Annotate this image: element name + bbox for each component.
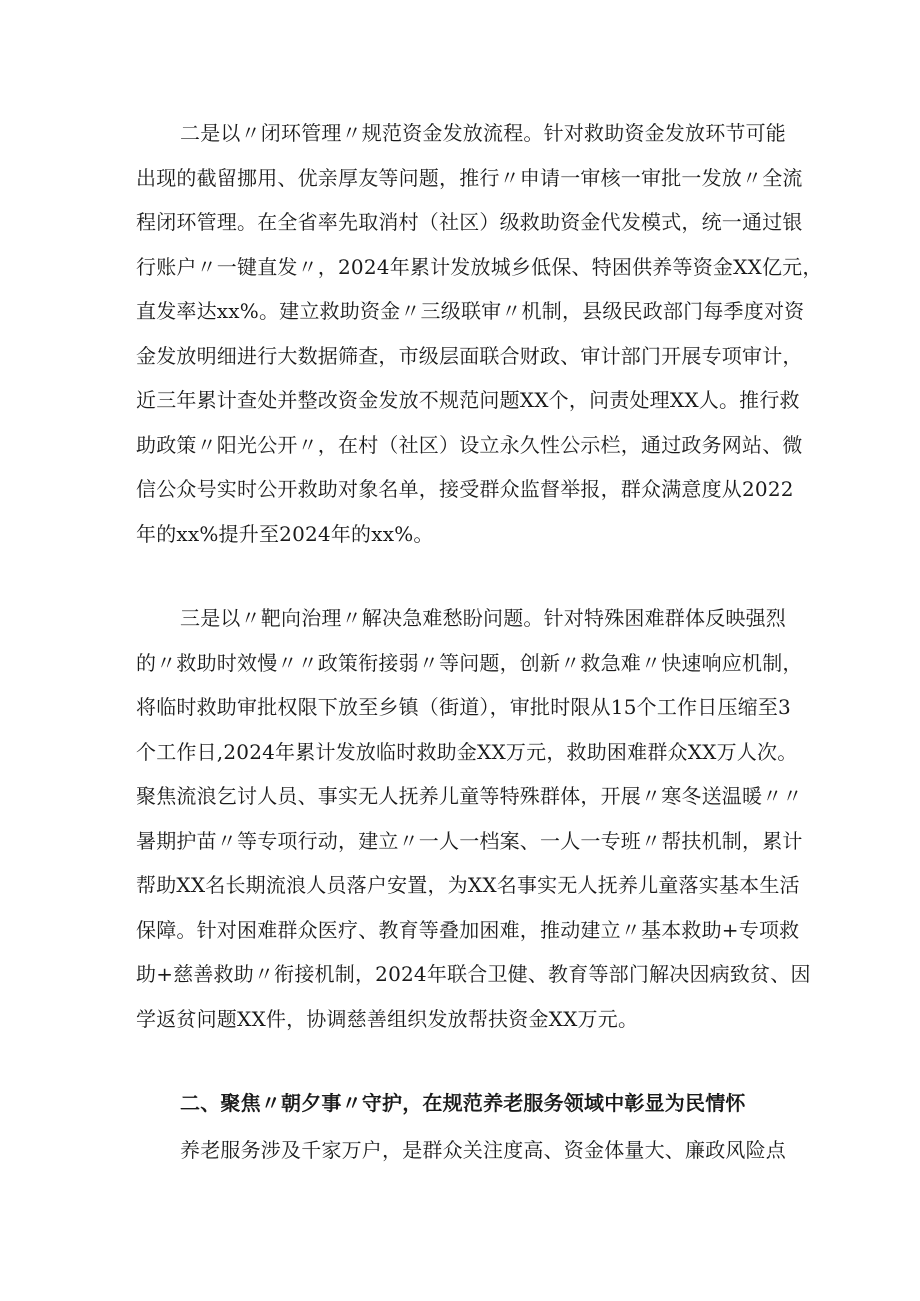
text-line: 信公众号实时公开救助对象名单，接受群众监督举报，群众满意度从2022 [136, 477, 794, 501]
text-line: 年的xx%提升至2024年的xx%。 [136, 521, 434, 546]
text-line: 暑期护苗〃等专项行动，建立〃一人一档案、一人一专班〃帮扶机制，累计 [136, 828, 803, 853]
text-line: 程闭环管理。在全省率先取消村（社区）级救助资金代发模式，统一通过银 [136, 210, 803, 234]
text-line: 二是以〃闭环管理〃规范资金发放流程。针对救助资金发放环节可能 [180, 121, 786, 145]
text-line: 助+慈善救助〃衔接机制，2024年联合卫健、教育等部门解决因病致贫、因 [136, 962, 811, 986]
paragraph-fund-disbursement [136, 111, 823, 556]
text-line: 直发率达xx%。建立救助资金〃三级联审〃机制，县级民政部门每季度对资 [136, 299, 805, 323]
text-line: 出现的截留挪用、优亲厚友等问题，推行〃申请一审核一审批一发放〃全流 [136, 165, 803, 190]
text-line: 学返贫问题XX件，协调慈善组织发放帮扶资金XX万元。 [136, 1006, 639, 1031]
text-line: 助政策〃阳光公开〃，在村（社区）设立永久性公示栏，通过政务网站、微 [136, 432, 803, 457]
text-line: 近三年累计查处并整改资金发放不规范问题XX个，问责处理XX人。推行救 [136, 388, 800, 412]
heading-line: 二、聚焦〃朝夕事〃守护，在规范养老服务领域中彰显为民情怀 [180, 1091, 746, 1115]
text-line: 三是以〃靶向治理〃解决急难愁盼问题。针对特殊困难群体反映强烈 [180, 606, 786, 630]
text-line: 将临时救助审批权限下放至乡镇（街道），审批时限从15个工作日压缩至3 [136, 695, 791, 719]
text-line: 养老服务涉及千家万户，是群众关注度高、资金体量大、廉政风险点 [180, 1138, 786, 1162]
paragraph-elderly-care [136, 1128, 796, 1173]
text-line: 聚焦流浪乞讨人员、事实无人抚养儿童等特殊群体，开展〃寒冬送温暖〃〃 [136, 784, 803, 808]
text-line: 帮助XX名长期流浪人员落户安置，为XX名事实无人抚养儿童落实基本生活 [136, 873, 800, 897]
text-line: 个工作日,2024年累计发放临时救助金XX万元，救助困难群众XX万人次。 [136, 739, 798, 764]
text-line: 的〃救助时效慢〃〃政策衔接弱〃等问题，创新〃救急难〃快速响应机制， [136, 650, 803, 675]
section-heading [136, 1081, 796, 1126]
paragraph-targeted-governance [136, 596, 811, 1041]
text-line: 金发放明细进行大数据筛查，市级层面联合财政、审计部门开展专项审计， [136, 343, 803, 368]
text-line: 保障。针对困难群众医疗、教育等叠加困难，推动建立〃基本救助+专项救 [136, 917, 800, 942]
text-line: 行账户〃一键直发〃，2024年累计发放城乡低保、特困供养等资金XX亿元， [136, 254, 823, 279]
